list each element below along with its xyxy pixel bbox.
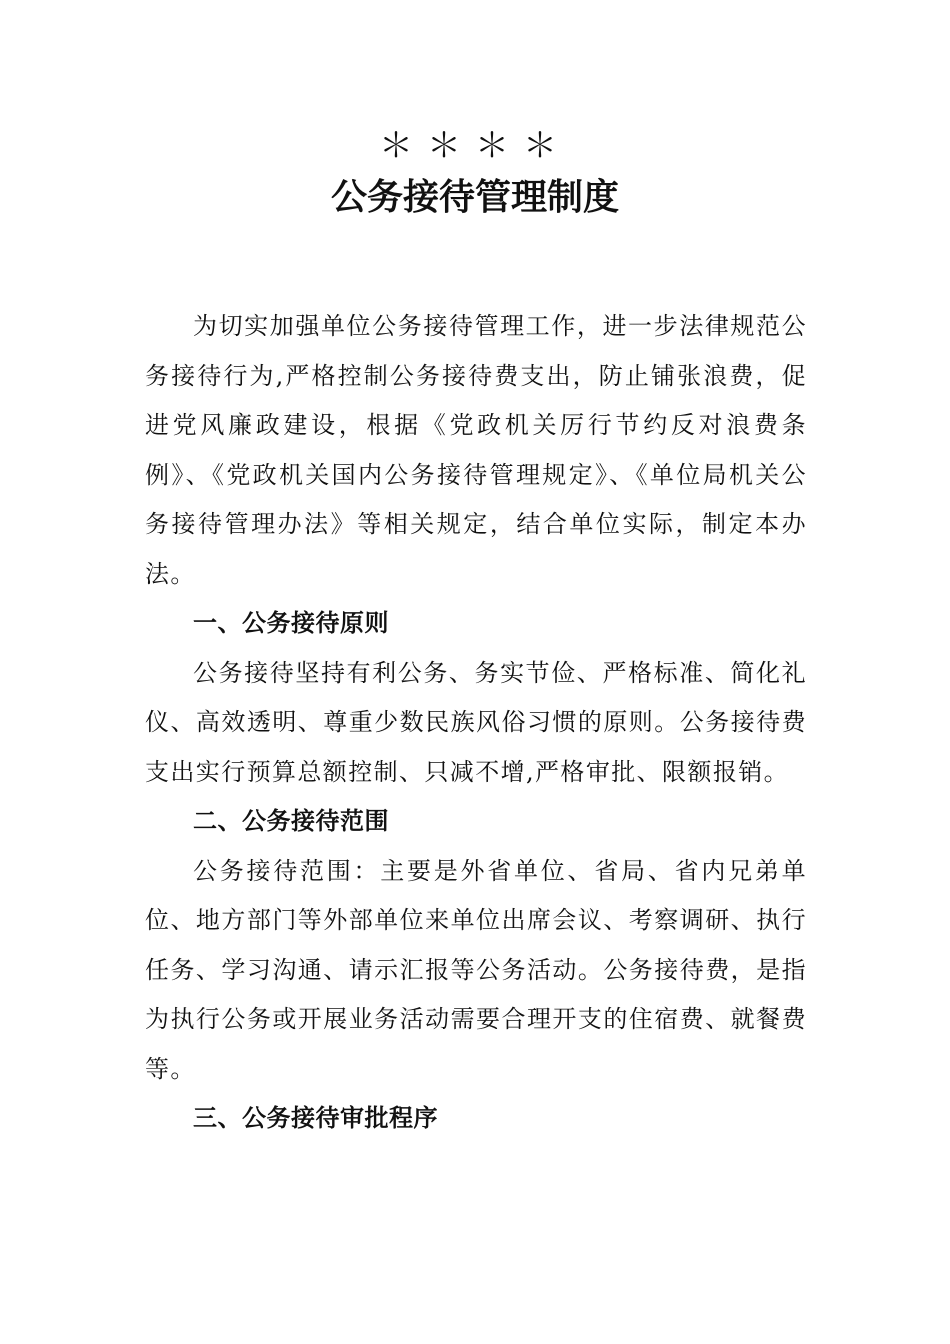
intro-paragraph: 为切实加强单位公务接待管理工作，进一步法律规范公务接待行为,严格控制公务接待费支出，防止铺张浪费，促进党风廉政建设，根据《党政机关厉行节约反对浪费条例》、《党政机关国内公务接待管理规定》、《单位局机关公务接待管理办法》等相关规定，结合单位实际，制定本办法。 bbox=[145, 312, 807, 588]
section-heading-scope: 二、公务接待范围 bbox=[193, 807, 389, 835]
document-body bbox=[145, 302, 807, 1144]
section-body-principles: 公务接待坚持有利公务、务实节俭、严格标准、简化礼仪、高效透明、尊重少数民族风俗习惯的原则。公务接待费支出实行预算总额控制、只减不增,严格审批、限额报销。 bbox=[145, 658, 807, 786]
document-title: 公务接待管理制度 bbox=[330, 177, 619, 218]
decorative-stars: ＊＊＊＊ bbox=[379, 126, 571, 166]
section-heading-principles: 一、公务接待原则 bbox=[193, 609, 389, 637]
section-heading-approval: 三、公务接待审批程序 bbox=[193, 1104, 438, 1132]
section-body-scope: 公务接待范围：主要是外省单位、省局、省内兄弟单位、地方部门等外部单位来单位出席会议、考察调研、执行任务、学习沟通、请示汇报等公务活动。公务接待费，是指为执行公务或开展业务活动需要合理开支的住宿费、就餐费等。 bbox=[145, 856, 807, 1083]
